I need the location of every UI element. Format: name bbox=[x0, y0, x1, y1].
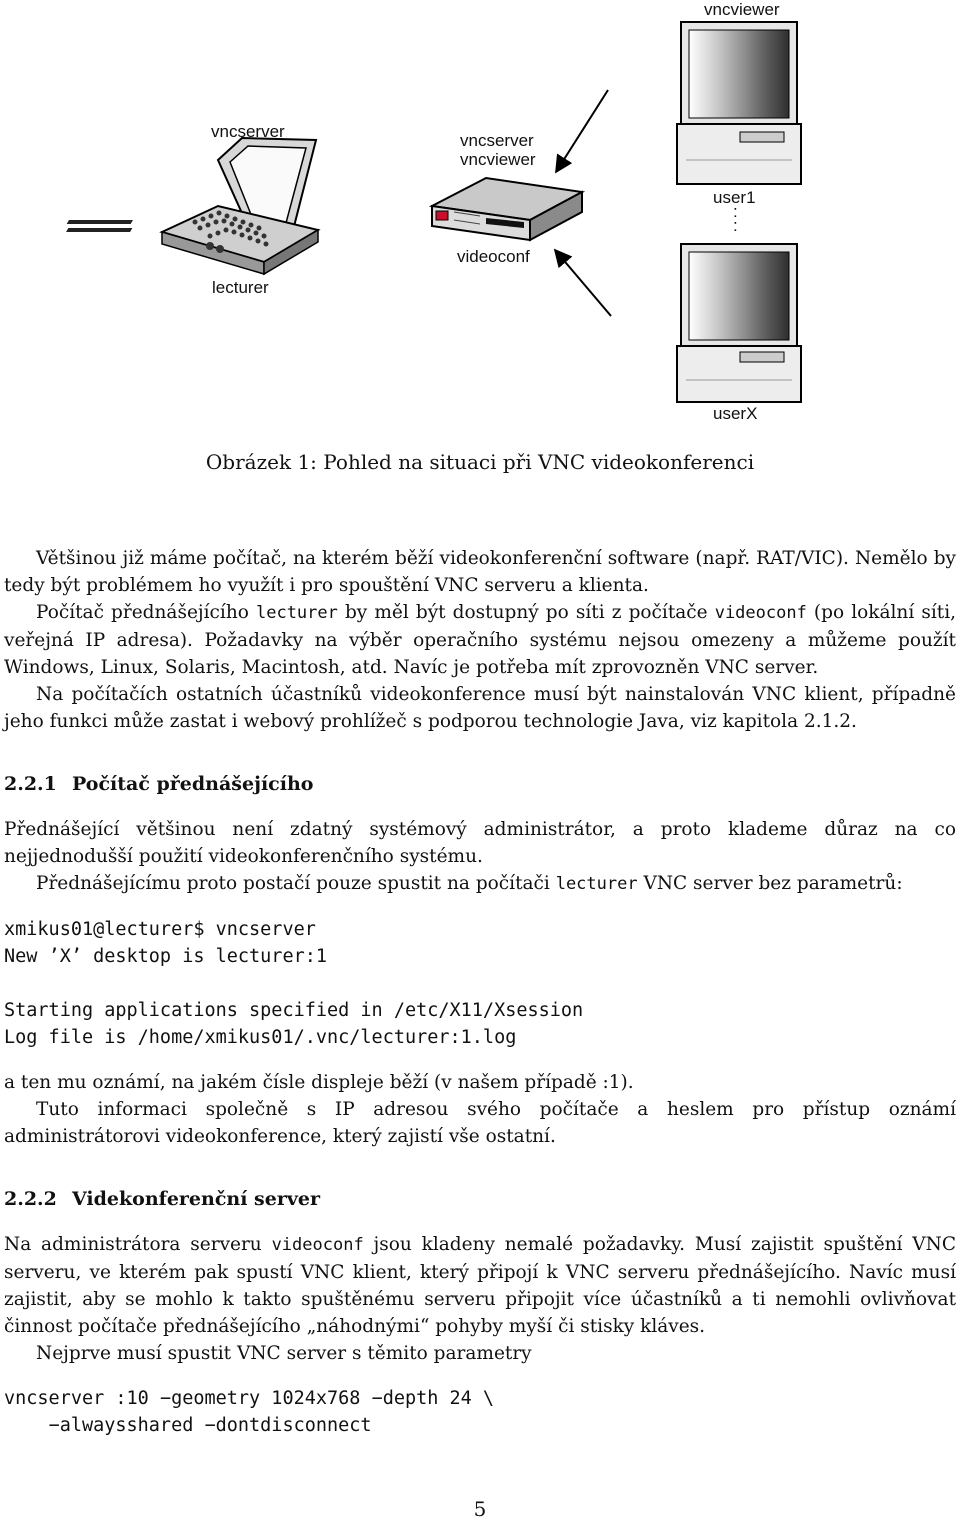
section1-paragraph-4: Tuto informaci společně s IP adresou svého počítače a heslem pro přístup oznámí administrátorovi videokonference, který zajistí vše ostatní. bbox=[4, 1099, 956, 1147]
section1-paragraph-3: a ten mu oznámí, na jakém čísle displeje běží (v našem případě :1). bbox=[4, 1072, 634, 1093]
section-title: Videkonferenční server bbox=[72, 1188, 320, 1210]
figure bbox=[0, 0, 960, 440]
code-block-vncserver-params: vncserver :10 −geometry 1024x768 −depth 24 \ −alwaysshared −dontdisconnect bbox=[4, 1388, 495, 1436]
section2-paragraph-1 bbox=[4, 1231, 956, 1340]
label-vdots-2: : bbox=[733, 216, 738, 235]
monitor-user1-icon bbox=[677, 22, 801, 184]
text-span: Přednášejícímu proto postačí pouze spustit na počítači bbox=[36, 873, 556, 894]
section-number: 2.2.2 bbox=[4, 1188, 57, 1210]
code-block-vncserver: xmikus01@lecturer$ vncserver New ’X’ desktop is lecturer:1 Starting applications specified in /etc/X11/Xsession Log file is /home/xmikus01/.vnc/lecturer:1.log bbox=[4, 919, 584, 1048]
label-vncviewer-mid: vncviewer bbox=[460, 150, 536, 169]
intro-paragraph-1: Většinou již máme počítač, na kterém běží videokonferenční software (např. RAT/VIC). Nemělo by tedy být problémem ho využít i pro spouštění VNC serveru a klienta. bbox=[4, 548, 956, 596]
arrow-to-videoconf-bottom bbox=[555, 250, 611, 316]
arrow-to-videoconf-top bbox=[556, 90, 608, 172]
section-title: Počítač přednášejícího bbox=[72, 773, 314, 795]
section1-paragraph-2 bbox=[4, 870, 956, 898]
laptop-icon bbox=[66, 138, 318, 274]
text-span: Na administrátora serveru bbox=[4, 1234, 272, 1255]
label-vncserver-mid: vncserver bbox=[460, 131, 534, 150]
text-span: Počítač přednášejícího bbox=[36, 602, 256, 623]
section-number: 2.2.1 bbox=[4, 773, 57, 795]
intro-paragraph-3: Na počítačích ostatních účastníků videokonference musí být nainstalován VNC klient, případně jeho funkci může zastat i webový prohlížeč s podporou technologie Java, viz kapitola 2.1.2. bbox=[4, 684, 956, 732]
code-videoconf: videoconf bbox=[271, 1235, 364, 1255]
server-icon bbox=[432, 178, 582, 240]
label-user1: user1 bbox=[713, 188, 756, 207]
label-vdots-1: : bbox=[733, 202, 738, 221]
text-span: by měl být dostupný po síti z počítače bbox=[337, 602, 715, 623]
network-diagram bbox=[0, 0, 960, 440]
code-lecturer: lecturer bbox=[555, 874, 638, 894]
body-text bbox=[4, 545, 956, 1439]
label-lecturer: lecturer bbox=[212, 278, 269, 297]
code-lecturer: lecturer bbox=[255, 603, 338, 623]
text-span: VNC server bez parametrů: bbox=[637, 873, 903, 894]
intro-paragraph-2 bbox=[4, 599, 956, 681]
section1-paragraph-1: Přednášející většinou není zdatný systémový administrátor, a proto klademe důraz na co nejjednodušší použití videokonferenčního systému. bbox=[4, 819, 956, 867]
label-userx: userX bbox=[713, 404, 758, 423]
label-vncserver-left: vncserver bbox=[211, 122, 285, 141]
section-heading-2-2-1 bbox=[4, 771, 956, 798]
section2-paragraph-2: Nejprve musí spustit VNC server s těmito parametry bbox=[36, 1343, 532, 1364]
figure-caption: Obrázek 1: Pohled na situaci při VNC videokonferenci bbox=[205, 450, 755, 474]
text-span: (po lokální síti, veřejná IP adresa). Požadavky na výběr operačního systému nejsou omezeny a můžeme použít Windows, Linux, Solaris, Macintosh, atd. Navíc je potřeba mít zprovozněn VNC server. bbox=[4, 602, 956, 678]
section-heading-2-2-2 bbox=[4, 1186, 956, 1213]
label-vncviewer-top: vncviewer bbox=[704, 0, 780, 19]
text-span: jsou kladeny nemalé požadavky. Musí zajistit spuštění VNC serveru, ve kterém pak spustí VNC klient, který připojí k VNC serveru přednášejícího. Navíc musí zajistit, aby se mohlo k takto spuštěnému serveru připojit více účastníků a ti nemohli ovlivňovat činnost počítače přednášejícího „náhodnými“ pohyby myší či stisky kláves. bbox=[4, 1234, 957, 1337]
monitor-userx-icon bbox=[677, 244, 801, 402]
page-number: 5 bbox=[473, 1497, 487, 1521]
label-videoconf: videoconf bbox=[457, 247, 530, 266]
code-videoconf: videoconf bbox=[714, 603, 807, 623]
